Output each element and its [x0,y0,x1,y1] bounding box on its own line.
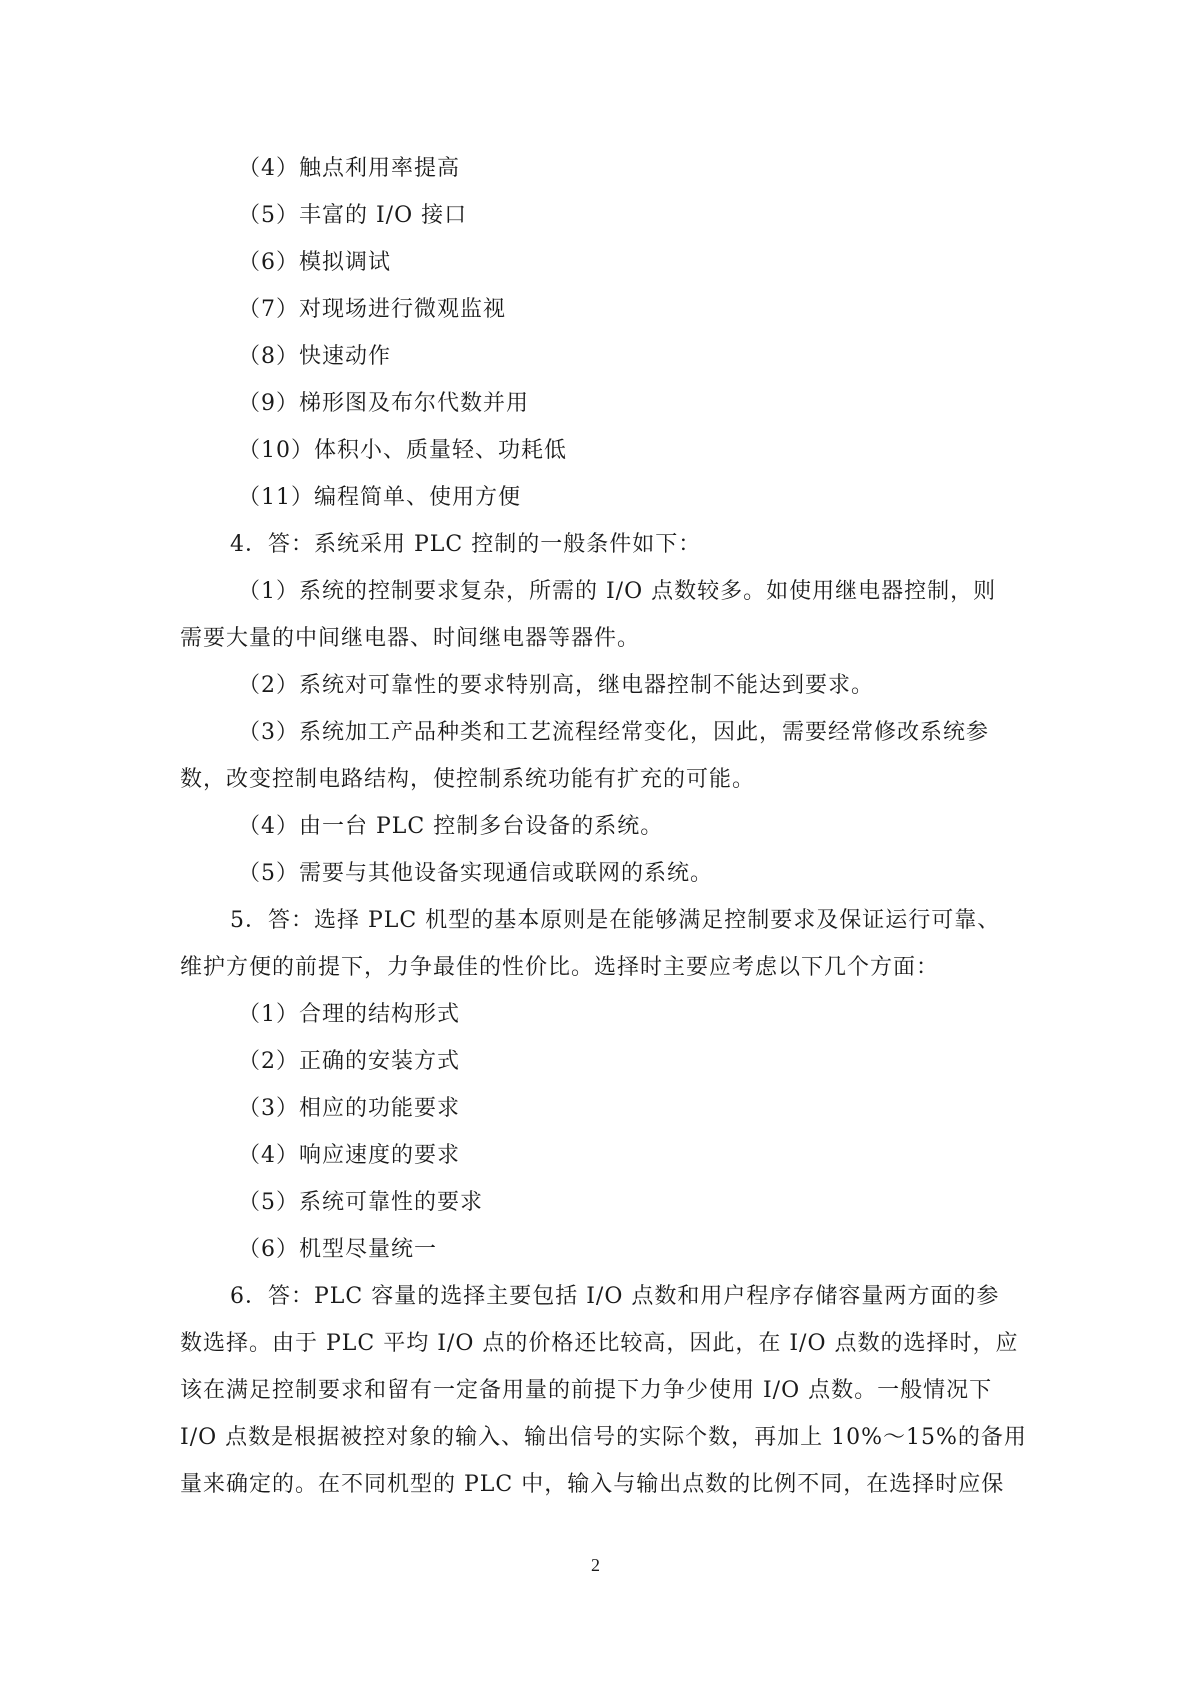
list-item: （5）系统可靠性的要求 [238,1190,483,1215]
list-item: （3）相应的功能要求 [238,1096,460,1121]
list-item: （5）需要与其他设备实现通信或联网的系统。 [238,861,713,886]
paragraph-continuation: 维护方便的前提下，力争最佳的性价比。选择时主要应考虑以下几个方面： [180,955,940,980]
list-item: （3）系统加工产品种类和工艺流程经常变化，因此，需要经常修改系统参 [238,720,989,745]
list-item: （1）系统的控制要求复杂，所需的 I/O 点数较多。如使用继电器控制，则 [238,579,997,604]
list-item-continuation: 需要大量的中间继电器、时间继电器等器件。 [180,626,641,651]
list-item: （10）体积小、质量轻、功耗低 [238,438,567,463]
answer-heading: 6．答：PLC 容量的选择主要包括 I/O 点数和用户程序存储容量两方面的参 [230,1284,1000,1309]
list-item: （2）系统对可靠性的要求特别高，继电器控制不能达到要求。 [238,673,874,698]
body-text [180,145,1027,1508]
answer-heading: 5．答：选择 PLC 机型的基本原则是在能够满足控制要求及保证运行可靠、 [230,908,1001,933]
list-item-continuation: 数，改变控制电路结构，使控制系统功能有扩充的可能。 [180,767,756,792]
paragraph-continuation: I/O 点数是根据被控对象的输入、输出信号的实际个数，再加上 10%～15%的备用 [180,1425,1027,1450]
list-item: （4）触点利用率提高 [238,156,460,181]
page-number: 2 [591,1555,600,1575]
list-item: （6）模拟调试 [238,250,391,275]
list-item: （4）响应速度的要求 [238,1143,460,1168]
answer-heading: 4．答：系统采用 PLC 控制的一般条件如下： [230,532,702,557]
paragraph-continuation: 量来确定的。在不同机型的 PLC 中，输入与输出点数的比例不同，在选择时应保 [180,1472,1005,1497]
paragraph-continuation: 数选择。由于 PLC 平均 I/O 点的价格还比较高，因此，在 I/O 点数的选择时，应 [180,1331,1019,1356]
list-item: （1）合理的结构形式 [238,1002,460,1027]
list-item: （8）快速动作 [238,344,391,369]
list-item: （4）由一台 PLC 控制多台设备的系统。 [238,814,664,839]
list-item: （5）丰富的 I/O 接口 [238,203,468,228]
list-item: （9）梯形图及布尔代数并用 [238,391,529,416]
list-item: （6）机型尽量统一 [238,1237,437,1262]
paragraph-continuation: 该在满足控制要求和留有一定备用量的前提下力争少使用 I/O 点数。一般情况下 [180,1378,993,1403]
list-item: （2）正确的安装方式 [238,1049,460,1074]
list-item: （11）编程简单、使用方便 [238,485,521,510]
list-item: （7）对现场进行微观监视 [238,297,506,322]
